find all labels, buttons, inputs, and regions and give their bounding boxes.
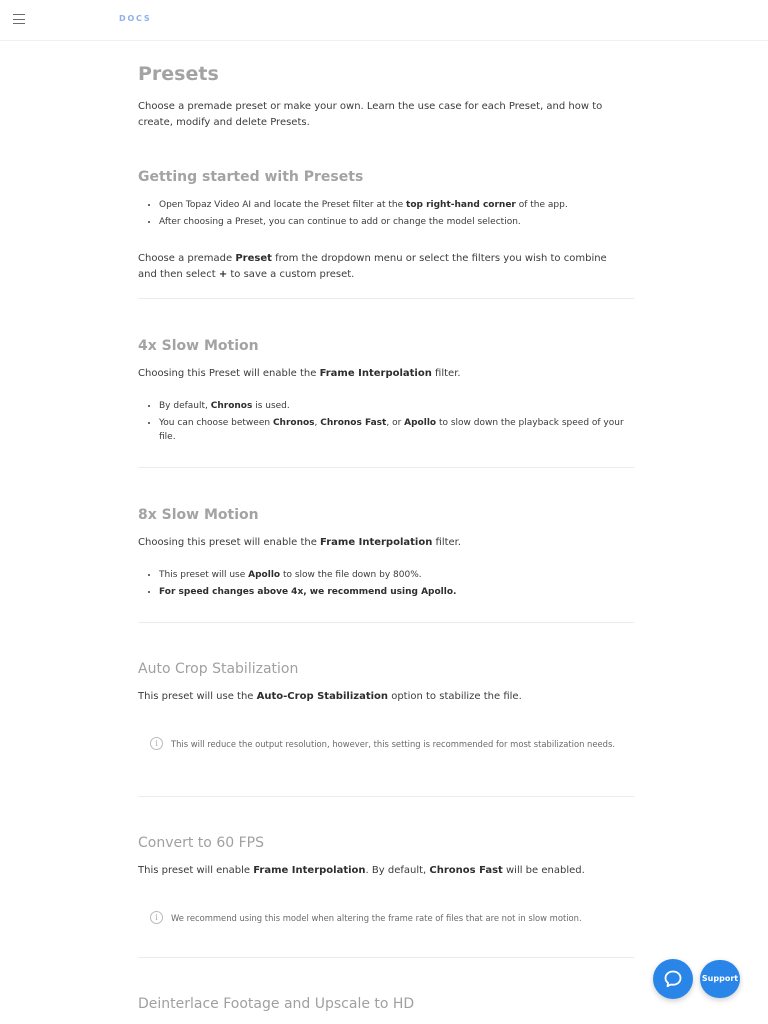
section-divider [138, 796, 634, 797]
heading-convert-60-fps: Convert to 60 FPS [138, 835, 264, 851]
hamburger-menu-icon[interactable] [13, 14, 25, 24]
section-divider [138, 957, 634, 958]
list-item: • You can choose between Chronos, Chronos Fast, or Apollo to slow down the playback speed of your file. [159, 416, 641, 444]
autocrop-paragraph: This preset will use the Auto-Crop Stabilization option to stabilize the file. [138, 691, 522, 702]
info-icon: i [150, 737, 163, 750]
info-note: i This will reduce the output resolution, however, this setting is recommended for most stabilization needs. [150, 737, 641, 751]
heading-auto-crop-stabilization: Auto Crop Stabilization [138, 661, 299, 677]
support-widget [653, 959, 741, 999]
heading-getting-started: Getting started with Presets [138, 169, 364, 185]
info-icon: i [150, 911, 163, 924]
slow8x-list [148, 568, 641, 602]
getting-started-paragraph: Choose a premade Preset from the dropdown menu or select the filters you wish to combine and then select + to save a custom preset. [138, 253, 607, 280]
list-item: • After choosing a Preset, you can continue to add or change the model selection. [159, 215, 641, 229]
section-divider [138, 298, 634, 299]
section-divider [138, 622, 634, 623]
page-title: Presets [138, 63, 219, 85]
info-note: i We recommend using this model when altering the frame rate of files that are not in slow motion. [150, 911, 641, 925]
list-item: • Open Topaz Video AI and locate the Preset filter at the top right-hand corner of the app. [159, 198, 641, 212]
section-divider [138, 467, 634, 468]
chat-launcher-button[interactable] [653, 959, 693, 999]
getting-started-list [148, 198, 641, 232]
heading-4x-slow-motion: 4x Slow Motion [138, 338, 259, 354]
slow8x-paragraph: Choosing this preset will enable the Frame Interpolation filter. [138, 537, 462, 548]
slow4x-paragraph: Choosing this Preset will enable the Frame Interpolation filter. [138, 368, 461, 379]
heading-deinterlace-upscale: Deinterlace Footage and Upscale to HD [138, 996, 415, 1012]
docs-logo[interactable]: DOCS [119, 14, 152, 23]
top-bar [0, 0, 768, 41]
support-button[interactable]: Support [700, 960, 740, 998]
slow4x-list [148, 399, 641, 447]
list-item: • This preset will use Apollo to slow the file down by 800%. [159, 568, 641, 582]
chat-bubble-icon [663, 969, 683, 989]
heading-8x-slow-motion: 8x Slow Motion [138, 507, 259, 523]
list-item: • For speed changes above 4x, we recommend using Apollo. [159, 585, 641, 599]
fps60-paragraph: This preset will enable Frame Interpolation. By default, Chronos Fast will be enabled. [138, 865, 585, 876]
list-item: • By default, Chronos is used. [159, 399, 641, 413]
intro-paragraph: Choose a premade preset or make your own. Learn the use case for each Preset, and how to create, modify and delete Presets. [138, 101, 603, 128]
